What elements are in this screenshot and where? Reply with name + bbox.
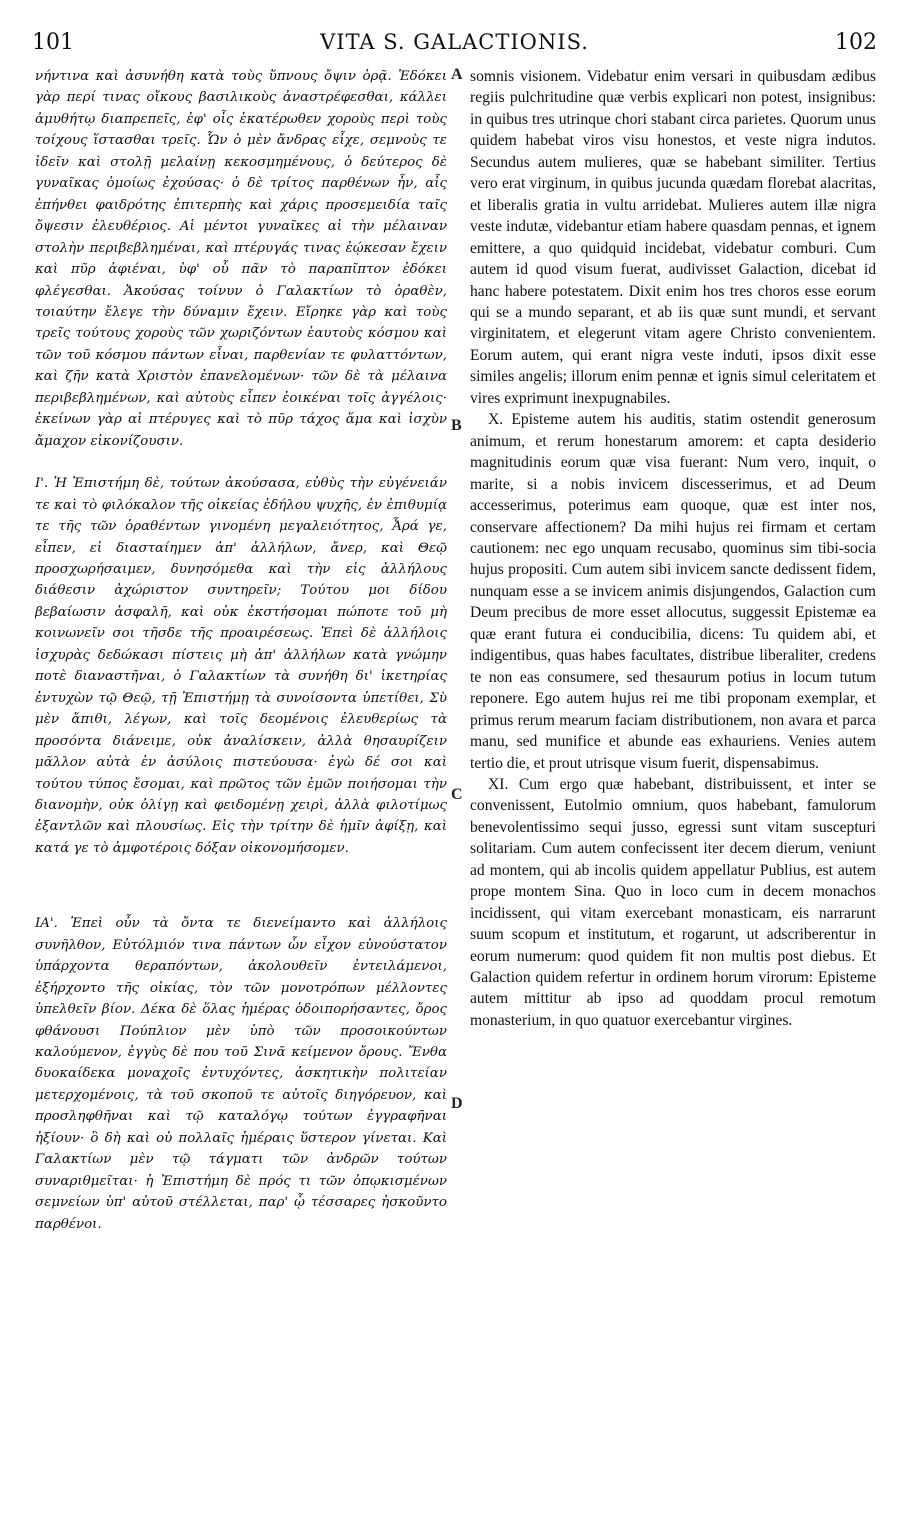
margin-marker-d: D — [451, 1095, 463, 1112]
latin-paragraph-xi: XI. Cum ergo quæ habebant, distribuissent, et inter se convenissent, Eutolmio omnium, quos habebant, famulorum benevolentissimo sequi jusso, egressi sunt vitam suscepturi solitariam. Cum autem confecissent iter decem dierum, veniunt ad montem, qui ab incolis quidem appellatur Publius, est autem prope montem Sina. Quo in loco cum in decem monachos incidissent, qui vitam exercebant monasticam, eis narrarunt suum scopum et institutum, et rogarunt, ut adscriberentur in eorum numerum: quod quidem fit non multis post diebus. Et Galaction quidem refertur in ordinem horum virorum: Episteme autem mittitur ab ipso ad quoddam procul remotum monasterium, in quo quatuor exercebantur virgines. — [470, 775, 876, 1029]
latin-paragraph-ix: somnis visionem. Videbatur enim versari in quibusdam ædibus regiis pulchritudine quæ verbis explicari non potest, insignibus: in quibus tres utrinque chori stabant circa parietes. Quorum unus quidem habebat viros visu honestos, et veste nigra indutos. Secundus autem mulieres, quæ se habebant similiter. Tertius vero erat virginum, in quibus jucunda quædam florebat alacritas, et liberalis gratia in vultu arridebat. Mulieres autem illæ nigra veste indutæ, videbantur etiam habere quasdam pennas, et ignem emittere, a quo quidquid incidebat, videbatur comburi. Cum autem id quod visum fuerat, audivisset Galaction, dicebat id hanc habere potestatem. Dixit enim hos tres choros esse eorum qui se a mundo separant, et ab iis quæ sunt mundi, et servant virginitatem, et elegerunt vitam agere Christo convenientem. Eorum autem, qui erant nigra veste induti, ipsos dixit esse similes angelis; illorum enim pennæ et ignis simul celeritatem et vires exprimunt inexpugnabiles. — [470, 68, 876, 407]
greek-paragraph-ix: νήντινα καὶ ἀσυνήθη κατὰ τοὺς ὕπνους ὄψιν ὁρᾷ. Ἐδόκει γὰρ περί τινας οἴκους βασιλικοὺς ἀναστρέφεσθαι, κάλλει ἀμυθήτῳ διαπρεπεῖς, ἐφ' οἷς ἑκατέρωθεν χοροὺς περὶ τοὺς τοίχους ἵστασθαι τρεῖς. Ὧν ὁ μὲν ἄνδρας εἶχε, σεμνοὺς τε ἰδεῖν καὶ στολῇ μελαίνῃ κεκοσμημένους, ὁ δεύτερος δὲ γυναῖκας ὁμοίως ἐχούσας· ὁ δὲ τρίτος παρθένων ἦν, αἷς ἐπήνθει φαιδρότης ἐπιτερπὴς καὶ χάρις προσεμειδία ταῖς ὄψεσιν ἐλευθέριος. Αἱ μέντοι γυναῖκες αἱ τὴν μέλαιναν στολὴν περιβεβλημέναι, καὶ πτέρυγάς τινας ἐῴκεσαν ἔχειν καὶ πῦρ ἀφιέναι, ὑφ' οὗ πᾶν τὸ παραπῖπτον ἐδόκει φλέγεσθαι. Ἀκούσας τοίνυν ὁ Γαλακτίων τὸ ὁραθὲν, τοιαύτην ἔλεγε τὴν δύναμιν ἔχειν. Εἴρηκε γὰρ καὶ τοὺς τρεῖς τούτους χοροὺς τῶν χωριζόντων ἑαυτοὺς κόσμου καὶ τῶν τοῦ κόσμου πάντων εἶναι, παρθενίαν τε φυλαττόντων, καὶ ζῆν κατὰ Χριστὸν ἐπανελομένων· τῶν δὲ τὰ μέλαινα περιβεβλημένων, καὶ αὐτοὺς εἶπεν ἐοικέναι τοῖς ἀγγέλοις· ἐκείνων γὰρ αἱ πτέρυγες καὶ τὸ πῦρ τάχος ἅμα καὶ ἰσχὺν ἄμαχον εἰκονίζουσιν. — [35, 69, 447, 449]
greek-text-column — [35, 66, 447, 1516]
margin-marker-b: B — [451, 417, 462, 434]
left-page-number: 101 — [32, 30, 74, 55]
margin-marker-a: A — [451, 66, 463, 83]
latin-text-column — [470, 66, 876, 1516]
running-header — [32, 30, 877, 62]
latin-paragraph-x: X. Episteme autem his auditis, statim ostendit generosum animum, et rerum honestarum amorem: et capta desiderio magnitudinis eorum quæ visa fuerant: Num vero, inquit, o marite, si a nobis invicem discesserimus, et ad Deum accesserimus, poterimus eam quoque, quæ est inter nos, conservare affectionem? Da mihi hujus rei firmam et certam cautionem: nec ego unquam recusabo, quominus sim tibi-socia hujus propositi. Cum autem sibi invicem sancte dedissent fidem, nunquam esse a se invicem animis disjungendos, Galaction cum Deum precibus de more esset allocutus, suggessit Epistemæ ea quæ erant futura ei conducibilia, dicens: Tu quidem abi, et indigentibus, quas habes facultates, distribue liberaliter, credens te non eas consumere, sed thesaurum potius in locum tutum reponere. Ego autem hujus rei me tibi proponam exemplar, et primus rerum mearum faciam distributionem, non avara et parca manu, sed munifice et abunde eas exhauriens. Venies autem tertio die, et prout utrisque visum fuerit, dispensabimus. — [470, 411, 876, 772]
right-page-number: 102 — [835, 30, 877, 55]
greek-paragraph-x: Ι'. Ἡ Ἐπιστήμη δὲ, τούτων ἀκούσασα, εὐθὺς τὴν εὐγένειάν τε καὶ τὸ φιλόκαλον τῆς οἰκείας ἐδήλου ψυχῆς, ἐν ἐπιθυμίᾳ τε τῆς τῶν ὁραθέντων γινομένη μεγαλειότητος, Ἆρά γε, εἶπεν, εἰ διασταίημεν ἀπ' ἀλλήλων, ἄνερ, καὶ Θεῷ προσχωρήσαιμεν, δυνησόμεθα καὶ τὴν εἰς ἀλλήλους διάθεσιν ἀχώριστον συντηρεῖν; Τούτου μοι δίδου βεβαίωσιν ἀσφαλῆ, καὶ οὐκ ἐκστήσομαι πώποτε τοῦ μὴ κοινωνεῖν σοι τῆσδε τῆς προαιρέσεως. Ἐπεὶ δὲ ἀλλήλοις ἰσχυρὰς δεδώκασι πίστεις μὴ ἀπ' ἀλλήλων κατὰ γνώμην ποτὲ διαναστῆναι, ὁ Γαλακτίων τὰ συνήθη δι' ἱκετηρίας ἐντυχὼν τῷ Θεῷ, τῇ Ἐπιστήμῃ τὰ συνοίσοντα ὑπετίθει, Σὺ μὲν ἄπιθι, λέγων, καὶ τοῖς δεομένοις ἐλευθερίως τὰ προσόντα διάνειμε, οὐκ ἀναλίσκειν, ἀλλὰ θησαυρίζειν μᾶλλον αὐτὰ ἐν ἀσύλοις πιστεύουσα· ἐγὼ δέ σοι καὶ τούτου τύπος ἔσομαι, καὶ πρῶτος τῶν ἐμῶν ποιήσομαι τὴν διανομὴν, οὐκ ὀλίγῃ καὶ φειδομένῃ χειρὶ, ἀλλὰ φιλοτίμως ἐξαντλῶν καὶ πλουσίως. Εἰς τὴν τρίτην δὲ ἡμῖν ἀφίξῃ, καὶ κατά γε τὸ ἀμφοτέροις δόξαν οἰκονομήσομεν. — [35, 476, 447, 856]
margin-marker-c: C — [451, 786, 463, 803]
greek-paragraph-xi: ΙΑ'. Ἐπεὶ οὖν τὰ ὄντα τε διενείμαντο καὶ ἀλλήλοις συνῆλθον, Εὐτόλμιόν τινα πάντων ὧν εἶχον εὐνούστατον ὑπάρχοντα θεραπόντων, ἀκολουθεῖν ἐντειλάμενοι, ἐξήρχοντο τῆς οἰκίας, τὸν τῶν μονοτρόπων μέλλοντες ὑπελθεῖν βίον. Δέκα δὲ ὅλας ἡμέρας ὁδοιπορήσαντες, ὄρος φθάνουσι Πούπλιον μὲν ὑπὸ τῶν προσοικούντων καλούμενον, ἐγγὺς δὲ που τοῦ Σινᾶ κείμενον ὄρους. Ἔνθα δυοκαίδεκα μοναχοῖς ἐντυχόντες, ἀσκητικὴν πολιτείαν μετερχομένοις, τὰ τοῦ σκοποῦ τε αὐτοῖς διηγόρευον, καὶ προσληφθῆναι καὶ τῷ καταλόγῳ τούτων ἐγγραφῆναι ἠξίουν· ὃ δὴ καὶ οὐ πολλαῖς ἡμέραις ὕστερον γίνεται. Καὶ Γαλακτίων μὲν τῷ τάγματι τῶν ἀνδρῶν τούτων συναριθμεῖται· ἡ Ἐπιστήμη δὲ πρός τι τῶν ὀπῳκισμένων σεμνείων ὑπ' αὐτοῦ στέλλεται, παρ' ᾧ τέσσαρες ἠσκοῦντο παρθένοι. — [35, 916, 447, 1232]
running-title: VITA S. GALACTIONIS. — [320, 30, 589, 54]
